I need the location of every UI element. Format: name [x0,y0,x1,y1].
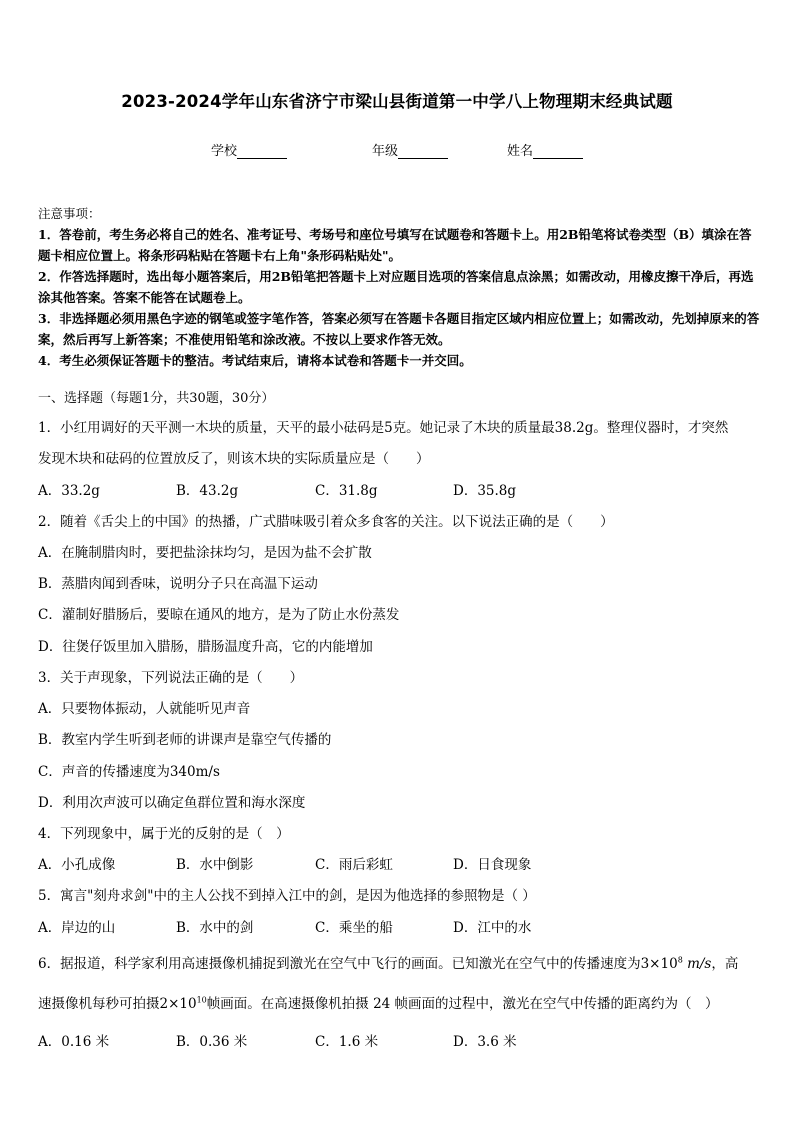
q2-option-d[interactable]: D．往煲仔饭里加入腊肠，腊肠温度升高，它的内能增加 [38,639,373,655]
note-item-2: 2．作答选择题时，选出每小题答案后，用2B铅笔把答题卡上对应题目选项的答案信息点涂黑；如需改动，用橡皮擦干净后，再选涂其他答案。答案不能答在试题卷上。 [38,269,754,305]
q1-option-c[interactable]: C．31.8g [315,483,378,499]
q6-stem-line1 [38,952,738,972]
q5-option-c[interactable]: C．乘坐的船 [315,920,393,936]
q5-options [38,916,738,936]
q4-option-a[interactable]: A．小孔成像 [38,857,116,873]
notes-header: 注意事项： [38,206,101,221]
q6-options [38,1030,738,1050]
q1-option-a[interactable]: A．33.2g [38,483,100,499]
q2-stem: 2．随着《舌尖上的中国》的热播，广式腊味吸引着众多食客的关注。以下说法正确的是（ ） [38,514,614,530]
q6-line2-end: 帧画面。在高速摄像机拍摄 24 帧画面的过程中，激光在空气中传播的距离约为（ ） [206,996,719,1012]
q1-stem-line1: 1．小红用调好的天平测一木块的质量，天平的最小砝码是5克。她记录了木块的质量最38.2g。整理仪器时，才突然 [38,420,729,436]
school-label: 学校 [211,144,238,159]
q3-option-b[interactable]: B．教室内学生听到老师的讲课声是靠空气传播的 [38,732,332,748]
q6-fps-exp: 10 [196,995,207,1005]
q6-option-a[interactable]: A．0.16 米 [38,1034,110,1050]
note-item-4: 4．考生必须保证答题卡的整洁。考试结束后，请将本试卷和答题卡一并交回。 [38,353,472,368]
q6-line1-end: ，高 [711,956,739,972]
q1-option-b[interactable]: B．43.2g [176,483,239,499]
section-heading: 一、选择题（每题1分，共30题，30分） [38,391,275,406]
q4-stem: 4．下列现象中，属于光的反射的是（ ） [38,826,290,842]
note-item-3: 3．非选择题必须用黑色字迹的钢笔或签字笔作答，答案必须写在答题卡各题目指定区域内相应位置上；如需改动，先划掉原来的答案，然后再写上新答案；不准使用铅笔和涂改液。不按以上要求作答无效。 [38,311,760,347]
q2-option-b[interactable]: B．蒸腊肉闻到香味，说明分子只在高温下运动 [38,576,318,592]
q5-stem: 5．寓言"刻舟求剑"中的主人公找不到掉入江中的剑，是因为他选择的参照物是（ ） [38,888,536,904]
school-field[interactable] [211,140,287,159]
name-blank[interactable] [533,144,583,159]
note-item-1: 1．答卷前，考生务必将自己的姓名、准考证号、考场号和座位号填写在试题卷和答题卡上。用2B铅笔将试卷类型（B）填涂在答题卡相应位置上。将条形码粘贴在答题卡右上角"条形码粘贴处"。 [38,227,752,263]
q1-option-d[interactable]: D．35.8g [453,483,517,499]
q6-option-c[interactable]: C．1.6 米 [315,1034,379,1050]
q3-option-c[interactable]: C．声音的传播速度为340m/s [38,764,220,780]
q4-option-c[interactable]: C．雨后彩虹 [315,857,393,873]
name-label: 姓名 [507,144,534,159]
q4-option-d[interactable]: D．日食现象 [453,857,532,873]
q5-option-b[interactable]: B．水中的剑 [176,920,254,936]
notes-block [38,203,760,371]
grade-label: 年级 [372,144,399,159]
q5-option-d[interactable]: D．江中的水 [453,920,532,936]
q3-option-a[interactable]: A．只要物体振动，人就能听见声音 [38,701,251,717]
q4-options [38,853,738,873]
q2-option-a[interactable]: A．在腌制腊肉时，要把盐涂抹均匀，是因为盐不会扩散 [38,545,372,561]
q6-stem-line2 [38,992,719,1012]
q2-option-c[interactable]: C．灌制好腊肠后，要晾在通风的地方，是为了防止水份蒸发 [38,607,400,623]
q6-speed-exp: 8 [677,955,683,965]
q1-stem-line2: 发现木块和砝码的位置放反了，则该木块的实际质量应是（ ） [38,451,430,467]
q6-speed-base: 3×10 [640,956,678,972]
grade-field[interactable] [372,140,448,159]
q6-line1-text: 6．据报道，科学家利用高速摄像机捕捉到激光在空气中飞行的画面。已知激光在空气中的传播速度为 [38,956,641,972]
student-info-row [0,140,794,160]
q6-fps-base: 2×10 [159,996,197,1012]
grade-blank[interactable] [398,144,448,159]
q5-option-a[interactable]: A．岸边的山 [38,920,116,936]
q6-option-d[interactable]: D．3.6 米 [453,1034,517,1050]
q3-option-d[interactable]: D．利用次声波可以确定鱼群位置和海水深度 [38,795,306,811]
name-field[interactable] [507,140,583,159]
q3-stem: 3．关于声现象，下列说法正确的是（ ） [38,670,304,686]
q1-options [38,479,738,499]
school-blank[interactable] [237,144,287,159]
q6-option-b[interactable]: B．0.36 米 [176,1034,248,1050]
q6-speed-unit: m/s [687,956,712,972]
exam-title: 2023-2024学年山东省济宁市梁山县街道第一中学八上物理期末经典试题 [121,92,673,111]
q4-option-b[interactable]: B．水中倒影 [176,857,254,873]
q6-line2-text: 速摄像机每秒可拍摄 [38,996,160,1012]
